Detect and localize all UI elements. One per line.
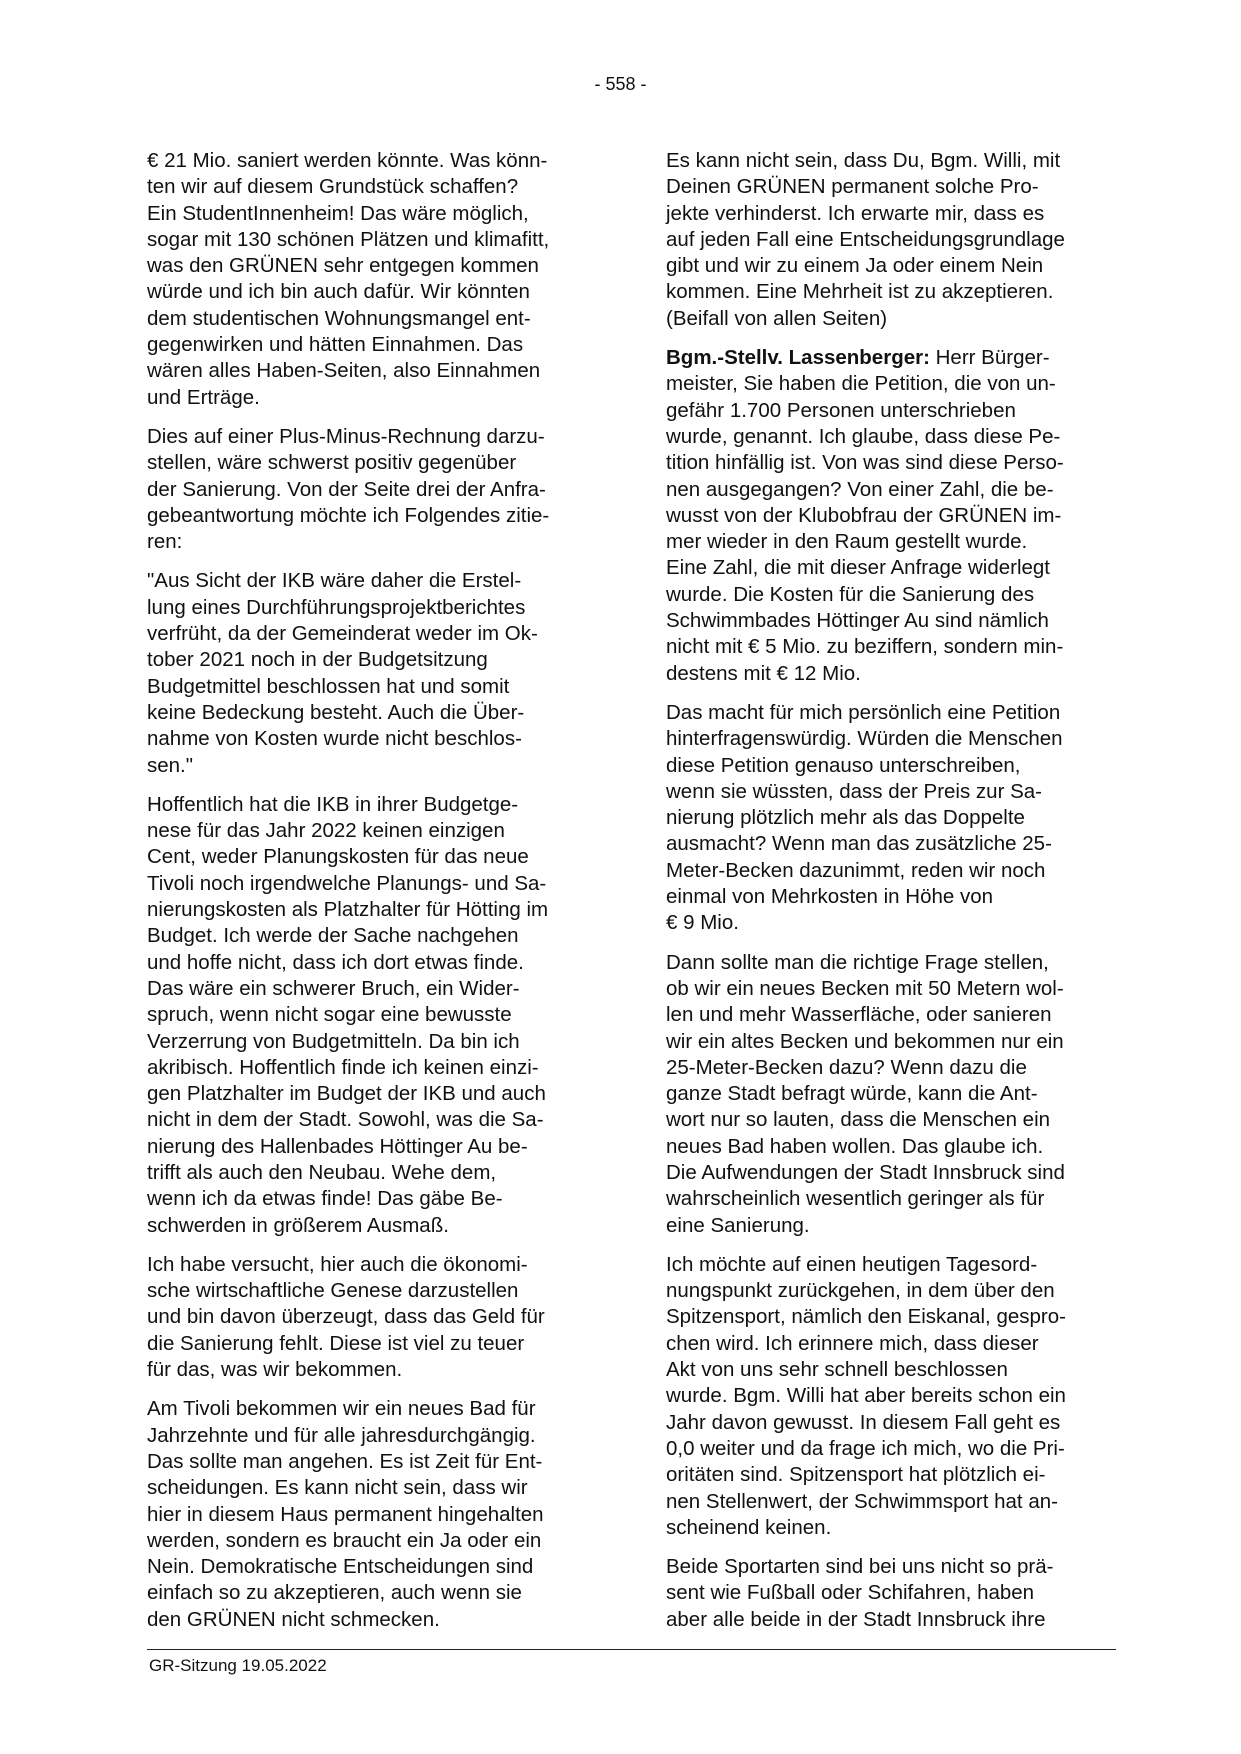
text-line: Beide Sportarten sind bei uns nicht so prä- bbox=[666, 1555, 1054, 1579]
text-line: 25-Meter-Becken dazu? Wenn dazu die bbox=[666, 1055, 1027, 1079]
paragraph bbox=[147, 1252, 602, 1383]
paragraph bbox=[147, 792, 602, 1239]
text-line: lung eines Durchführungsprojektberichtes bbox=[147, 595, 526, 619]
text-line: Die Aufwendungen der Stadt Innsbruck sind bbox=[666, 1160, 1065, 1184]
text-line: sent wie Fußball oder Schifahren, haben bbox=[666, 1581, 1035, 1605]
applause-note: (Beifall von allen Seiten) bbox=[666, 306, 888, 330]
text-line: nicht mit € 5 Mio. zu beziffern, sondern min- bbox=[666, 635, 1064, 659]
text-line: wort nur so lauten, dass die Menschen ein bbox=[666, 1108, 1051, 1132]
text-line: Tivoli noch irgendwelche Planungs- und Sa- bbox=[147, 871, 547, 895]
text-line: die Sanierung fehlt. Diese ist viel zu teuer bbox=[147, 1331, 525, 1355]
text-line: diese Petition genauso unterschreiben, bbox=[666, 753, 1021, 777]
text-line: wurde. Die Kosten für die Sanierung des bbox=[666, 582, 1035, 606]
text-line: "Aus Sicht der IKB wäre daher die Erstel- bbox=[147, 569, 522, 593]
text-line: nen Stellenwert, der Schwimmsport hat an- bbox=[666, 1489, 1058, 1513]
text-line: Das wäre ein schwerer Bruch, ein Wider- bbox=[147, 976, 520, 1000]
text-line: tition hinfällig ist. Von was sind diese Perso- bbox=[666, 451, 1064, 475]
text-line: gegenwirken und hätten Einnahmen. Das bbox=[147, 333, 524, 357]
text-line: für das, was wir bekommen. bbox=[147, 1358, 403, 1382]
text-line: Verzerrung von Budgetmitteln. Da bin ich bbox=[147, 1029, 520, 1053]
text-line: Meter-Becken dazunimmt, reden wir noch bbox=[666, 858, 1046, 882]
text-line bbox=[666, 345, 1121, 371]
text-line: scheidungen. Es kann nicht sein, dass wir bbox=[147, 1476, 528, 1500]
text-line: tober 2021 noch in der Budgetsitzung bbox=[147, 648, 488, 672]
text-line: € 9 Mio. bbox=[666, 911, 739, 935]
text-line: mer wieder in den Raum gestellt wurde. bbox=[666, 530, 1028, 554]
text-line: sen." bbox=[147, 753, 194, 777]
text-line: Hoffentlich hat die IKB in ihrer Budgetge- bbox=[147, 792, 519, 816]
text-line: Am Tivoli bekommen wir ein neues Bad für bbox=[147, 1397, 536, 1421]
text-line: einmal von Mehrkosten in Höhe von bbox=[666, 885, 994, 909]
text-line: keine Bedeckung besteht. Auch die Über- bbox=[147, 700, 525, 724]
text-line: wurde, genannt. Ich glaube, dass diese Pe- bbox=[666, 424, 1061, 448]
text-line: verfrüht, da der Gemeinderat weder im Ok- bbox=[147, 622, 538, 646]
text-line: Spitzensport, nämlich den Eiskanal, gespro- bbox=[666, 1305, 1066, 1329]
text-line: nierung plötzlich mehr als das Doppelte bbox=[666, 806, 1025, 830]
text-line: und bin davon überzeugt, dass das Geld für bbox=[147, 1305, 545, 1329]
text-line: wurde. Bgm. Willi hat aber bereits schon ein bbox=[666, 1384, 1066, 1408]
text-line: nierungskosten als Platzhalter für Hötting im bbox=[147, 898, 549, 922]
paragraph bbox=[666, 1554, 1121, 1633]
text-line: neues Bad haben wollen. Das glaube ich. bbox=[666, 1134, 1044, 1158]
text-line: ganze Stadt befragt würde, kann die Ant- bbox=[666, 1082, 1038, 1106]
text-line: Budgetmittel beschlossen hat und somit bbox=[147, 674, 510, 698]
text-line: sogar mit 130 schönen Plätzen und klimafitt, bbox=[147, 227, 550, 251]
text-line: wenn sie wüssten, dass der Preis zur Sa- bbox=[666, 779, 1042, 803]
speaker-paragraph bbox=[666, 345, 1121, 687]
text-line: Akt von uns sehr schnell beschlossen bbox=[666, 1358, 1008, 1382]
text-line: nese für das Jahr 2022 keinen einzigen bbox=[147, 819, 505, 843]
text-line: Schwimmbades Höttinger Au sind nämlich bbox=[666, 609, 1049, 633]
text-line: Eine Zahl, die mit dieser Anfrage widerlegt bbox=[666, 556, 1051, 580]
text-line: dem studentischen Wohnungsmangel ent- bbox=[147, 306, 531, 330]
text-line: Nein. Demokratische Entscheidungen sind bbox=[147, 1555, 534, 1579]
paragraph bbox=[666, 1252, 1121, 1541]
text-line: € 21 Mio. saniert werden könnte. Was könn- bbox=[147, 149, 548, 172]
quote-paragraph bbox=[147, 568, 602, 778]
text-fragment: Herr Bürger- bbox=[929, 346, 1050, 370]
page-number: - 558 - bbox=[594, 74, 647, 94]
text-line: aber alle beide in der Stadt Innsbruck ihre bbox=[666, 1607, 1046, 1631]
text-line: wären alles Haben-Seiten, also Einnahmen bbox=[147, 359, 541, 383]
text-line: spruch, wenn nicht sogar eine bewusste bbox=[147, 1003, 512, 1027]
text-line: und Erträge. bbox=[147, 385, 260, 409]
paragraph bbox=[666, 700, 1121, 937]
text-line: len und mehr Wasserfläche, oder sanieren bbox=[666, 1003, 1052, 1027]
text-line: der Sanierung. Von der Seite drei der Anfra- bbox=[147, 477, 546, 501]
text-line: Budget. Ich werde der Sache nachgehen bbox=[147, 924, 519, 948]
paragraph bbox=[147, 1396, 602, 1633]
text-line: jekte verhinderst. Ich erwarte mir, dass es bbox=[666, 201, 1045, 225]
text-line: trifft als auch den Neubau. Wehe dem, bbox=[147, 1160, 497, 1184]
right-column bbox=[666, 148, 1121, 1646]
text-line: nicht in dem der Stadt. Sowohl, was die Sa- bbox=[147, 1108, 544, 1132]
text-line: Ein StudentInnenheim! Das wäre möglich, bbox=[147, 201, 529, 225]
text-line: akribisch. Hoffentlich finde ich keinen einzi- bbox=[147, 1055, 539, 1079]
text-line: ren: bbox=[147, 530, 183, 554]
text-line: gen Platzhalter im Budget der IKB und auch bbox=[147, 1082, 546, 1106]
text-line: nen ausgegangen? Von einer Zahl, die be- bbox=[666, 477, 1054, 501]
text-line: destens mit € 12 Mio. bbox=[666, 661, 861, 685]
text-line: ausmacht? Wenn man das zusätzliche 25- bbox=[666, 832, 1052, 856]
text-line: Jahr davon gewusst. In diesem Fall geht es bbox=[666, 1410, 1061, 1434]
text-line: einfach so zu akzeptieren, auch wenn sie bbox=[147, 1581, 522, 1605]
text-line: sche wirtschaftliche Genese darzustellen bbox=[147, 1279, 519, 1303]
footer-session-date: GR-Sitzung 19.05.2022 bbox=[149, 1656, 327, 1675]
text-line: Das macht für mich persönlich eine Petition bbox=[666, 700, 1061, 724]
text-line: auf jeden Fall eine Entscheidungsgrundlage bbox=[666, 227, 1065, 251]
text-line: Deinen GRÜNEN permanent solche Pro- bbox=[666, 175, 1039, 199]
text-line: nierung des Hallenbades Höttinger Au be- bbox=[147, 1134, 528, 1158]
text-line: oritäten sind. Spitzensport hat plötzlich ei- bbox=[666, 1463, 1046, 1487]
text-line: den GRÜNEN nicht schmecken. bbox=[147, 1607, 440, 1631]
left-column bbox=[147, 148, 602, 1646]
text-line: kommen. Eine Mehrheit ist zu akzeptieren. bbox=[666, 280, 1054, 304]
text-line: nungspunkt zurückgehen, in dem über den bbox=[666, 1279, 1055, 1303]
text-line: gebeantwortung möchte ich Folgendes zitie- bbox=[147, 503, 550, 527]
text-line: Dies auf einer Plus-Minus-Rechnung darzu- bbox=[147, 424, 545, 448]
text-line: schwerden in größerem Ausmaß. bbox=[147, 1213, 449, 1237]
paragraph bbox=[666, 950, 1121, 1239]
paragraph bbox=[147, 148, 602, 411]
text-line: gefähr 1.700 Personen unterschrieben bbox=[666, 398, 1016, 422]
text-line: Cent, weder Planungskosten für das neue bbox=[147, 845, 529, 869]
text-line: eine Sanierung. bbox=[666, 1213, 810, 1237]
text-line: scheinend keinen. bbox=[666, 1515, 832, 1539]
text-line: nahme von Kosten wurde nicht beschlos- bbox=[147, 727, 522, 751]
text-line: Ich habe versucht, hier auch die ökonomi- bbox=[147, 1252, 528, 1276]
text-line: was den GRÜNEN sehr entgegen kommen bbox=[147, 254, 539, 278]
paragraph bbox=[666, 148, 1121, 332]
text-line: Dann sollte man die richtige Frage stellen, bbox=[666, 950, 1049, 974]
text-line: Das sollte man angehen. Es ist Zeit für Ent- bbox=[147, 1449, 543, 1473]
text-line: chen wird. Ich erinnere mich, dass dieser bbox=[666, 1331, 1039, 1355]
text-line: wahrscheinlich wesentlich geringer als für bbox=[666, 1187, 1045, 1211]
text-line: 0,0 weiter und da frage ich mich, wo die Pri- bbox=[666, 1436, 1065, 1460]
footer-divider bbox=[147, 1649, 1116, 1650]
text-line: stellen, wäre schwerst positiv gegenüber bbox=[147, 451, 517, 475]
text-line: ob wir ein neues Becken mit 50 Metern wol- bbox=[666, 976, 1064, 1000]
text-line: würde und ich bin auch dafür. Wir könnten bbox=[147, 280, 530, 304]
text-line: werden, sondern es braucht ein Ja oder ein bbox=[147, 1528, 542, 1552]
text-line: wenn ich da etwas finde! Das gäbe Be- bbox=[147, 1187, 503, 1211]
text-line: hinterfragenswürdig. Würden die Menschen bbox=[666, 727, 1063, 751]
text-line: hier in diesem Haus permanent hingehalten bbox=[147, 1502, 544, 1526]
text-line: meister, Sie haben die Petition, die von un- bbox=[666, 372, 1056, 396]
text-line: Es kann nicht sein, dass Du, Bgm. Willi, mit bbox=[666, 149, 1061, 172]
text-line: und hoffe nicht, dass ich dort etwas finde. bbox=[147, 950, 524, 974]
text-line: wusst von der Klubobfrau der GRÜNEN im- bbox=[666, 503, 1062, 527]
paragraph bbox=[147, 424, 602, 555]
speaker-name: Bgm.-Stellv. Lassenberger: bbox=[666, 346, 930, 370]
text-line: gibt und wir zu einem Ja oder einem Nein bbox=[666, 254, 1044, 278]
text-line: Jahrzehnte und für alle jahresdurchgängig. bbox=[147, 1423, 536, 1447]
text-line: Ich möchte auf einen heutigen Tagesord- bbox=[666, 1252, 1038, 1276]
text-line: ten wir auf diesem Grundstück schaffen? bbox=[147, 175, 519, 199]
text-line: wir ein altes Becken und bekommen nur ein bbox=[666, 1029, 1064, 1053]
